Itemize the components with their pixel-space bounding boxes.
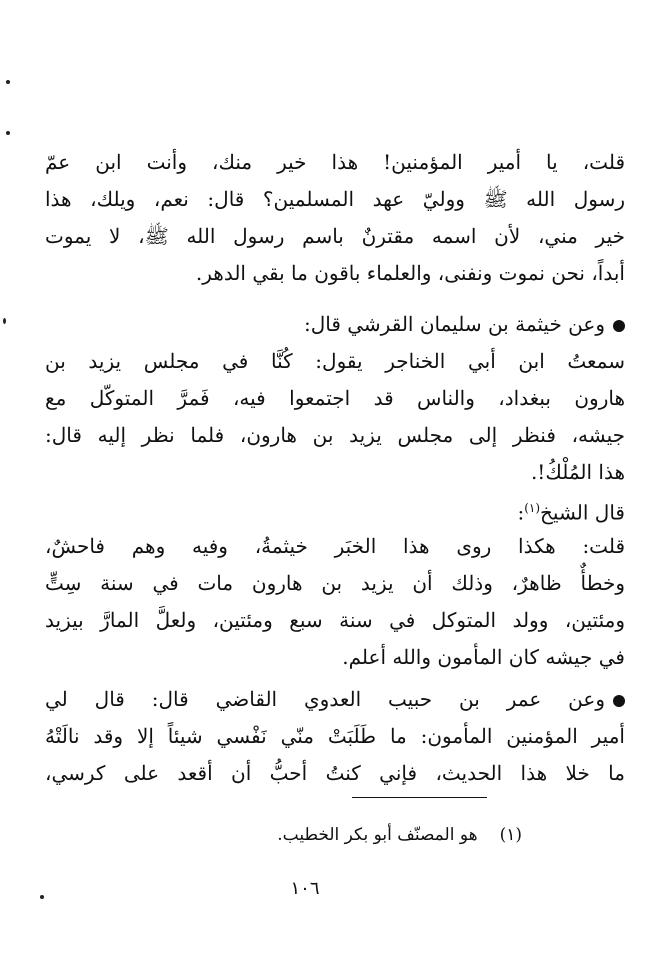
paragraph-intro: وعن عمر بن حبيب العدوي القاضي قال: قال لي — [45, 687, 605, 711]
text-line: هارون ببغداد، والناس قد اجتمعوا فيه، فَمرَّ المتوكّل مع — [45, 386, 625, 410]
text-line: ومئتين، وولد المتوكل في سنة سبع ومئتين، ولعلَّ المارَّ بيزيد — [45, 608, 625, 632]
footnote-reference[interactable]: (١) — [524, 501, 541, 515]
page-number: ١٠٦ — [290, 878, 320, 899]
scan-speck — [6, 80, 10, 84]
text-line — [45, 686, 625, 712]
scan-speck — [40, 895, 44, 899]
text-line: جيشه، فنظر إلى مجلس يزيد بن هارون، فلما نظر إليه قال: — [45, 423, 625, 447]
heading-colon: : — [517, 500, 525, 525]
text-line: قلت: هكذا روى هذا الخبَر خيثمةُ، وفيه وهم فاحشٌ، — [45, 534, 625, 558]
footnote-number: (١) — [499, 825, 522, 845]
footnote — [277, 823, 522, 847]
text-line: في جيشه كان المأمون والله أعلم. — [342, 645, 625, 669]
scan-speck — [6, 131, 10, 135]
text-line: أمير المؤمنين المأمون: ما طَلَبَتْ منّي نَفْسي شيئاً إلا وقد نالَتْهُ — [45, 724, 625, 748]
text-line — [45, 311, 625, 337]
text-line: وخطأٌ ظاهرٌ، وذلك أن يزيد بن هارون مات في سنة سِتٍّ — [45, 571, 625, 595]
bullet-icon — [613, 695, 625, 707]
footnote-text: هو المصنّف أبو بكر الخطيب. — [277, 825, 478, 845]
text-line: خير مني، لأن اسمه مقترنٌ باسم رسول الله ﷺ، لا يموت — [45, 224, 625, 248]
text-line: قلت، يا أمير المؤمنين! هذا خير منك، وأنت ابن عمّ — [45, 150, 625, 174]
scan-speck — [3, 318, 6, 324]
bullet-icon — [613, 320, 625, 332]
text-line: ما خلا هذا الحديث، فإني كنتُ أحبُّ أن أقعد على كرسي، — [45, 761, 625, 785]
text-line: هذا المُلْكُ!. — [530, 460, 625, 484]
text-line: أبداً، نحن نموت ونفنى، والعلماء باقون ما بقي الدهر. — [195, 261, 625, 285]
footnote-divider — [352, 797, 487, 798]
text-line: رسول الله ﷺ ووليّ عهد المسلمين؟ قال: نعم، ويلك، هذا — [45, 187, 625, 211]
paragraph-intro: وعن خيثمة بن سليمان القرشي قال: — [303, 312, 605, 336]
section-heading — [45, 495, 625, 526]
text-line: سمعتُ ابن أبي الخناجر يقول: كُنَّا في مجلس يزيد بن — [45, 349, 625, 373]
heading-text: قال الشيخ — [540, 500, 625, 525]
